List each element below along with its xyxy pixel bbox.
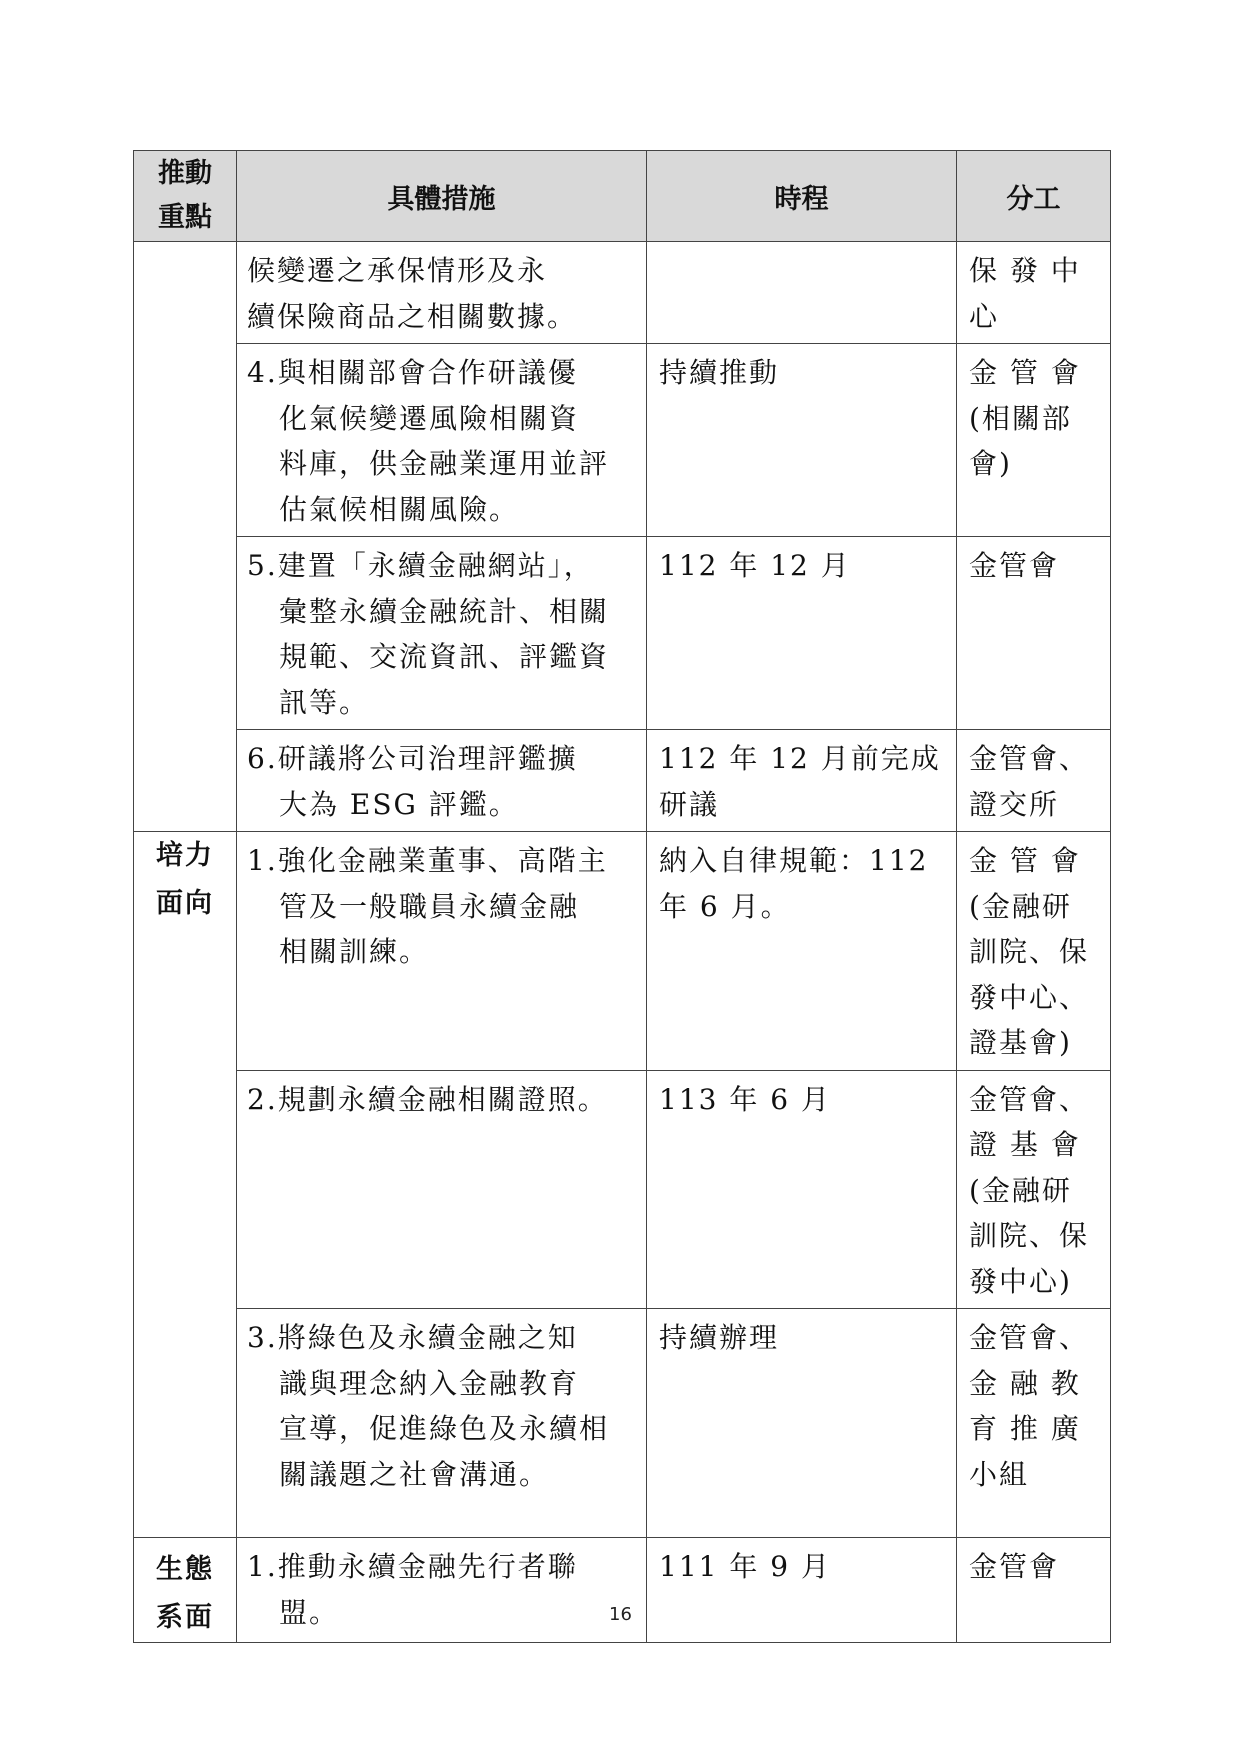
owner-line: 金 管 會: [969, 844, 1081, 877]
table-row: [134, 537, 1111, 730]
measure-cell: [237, 242, 647, 344]
measure-line: 規範、交流資訊、評鑑資: [279, 640, 610, 673]
schedule-line: 112 年 12 月: [659, 549, 851, 582]
measure-line: 相關訓練。: [279, 935, 430, 968]
page-number: 16: [609, 1604, 632, 1625]
schedule-cell: [647, 537, 957, 730]
schedule-line: 年 6 月。: [659, 889, 791, 923]
schedule-cell: [647, 730, 957, 832]
owner-line: 發中心): [969, 1264, 1072, 1298]
measure-cell: [237, 1070, 647, 1309]
table-row: [134, 730, 1111, 832]
owner-cell: [957, 242, 1111, 344]
header-measures: 具體措施: [237, 151, 647, 242]
header-focus-line2: 重點: [158, 202, 212, 233]
owner-line: 金 融 教: [969, 1366, 1081, 1400]
schedule-cell: [647, 1309, 957, 1538]
header-schedule: 時程: [647, 151, 957, 242]
owner-line: 證 基 會: [969, 1128, 1081, 1161]
owner-line: 金管會、: [969, 742, 1090, 775]
measure-cell: [237, 832, 647, 1071]
measure-line: 宣導，促進綠色及永續相: [279, 1412, 610, 1445]
measure-line: 續保險商品之相關數據。: [247, 299, 578, 333]
schedule-line: 持續推動: [659, 356, 780, 389]
header-focus: [134, 151, 237, 242]
owner-line: 金管會、: [969, 1321, 1090, 1354]
table-row: [134, 242, 1111, 344]
owner-cell: [957, 832, 1111, 1071]
owner-line: 金管會: [969, 549, 1060, 582]
owner-cell: [957, 1070, 1111, 1309]
measure-cell: [237, 344, 647, 537]
measure-line: 1.強化金融業董事、高階主: [247, 844, 608, 877]
schedule-cell: [647, 242, 957, 344]
measure-line: 管及一般職員永續金融: [279, 889, 580, 923]
measure-line: 彙整永續金融統計、相關: [279, 594, 610, 628]
owner-line: 訓院、保: [969, 935, 1090, 968]
table-row: [134, 832, 1111, 1071]
measure-line: 候變遷之承保情形及永: [247, 254, 548, 287]
owner-cell: [957, 730, 1111, 832]
schedule-line: 持續辦理: [659, 1321, 780, 1354]
measure-cell: [237, 730, 647, 832]
table-row: [134, 1538, 1111, 1643]
owner-cell: [957, 1309, 1111, 1538]
table-row: [134, 344, 1111, 537]
measure-line: 盟。: [279, 1595, 340, 1629]
measure-line: 識與理念納入金融教育: [279, 1366, 580, 1400]
owner-line: (金融研: [969, 1173, 1072, 1207]
measure-line: 關議題之社會溝通。: [279, 1457, 550, 1491]
schedule-cell: [647, 1070, 957, 1309]
measure-line: 6.研議將公司治理評鑑擴: [247, 742, 578, 775]
schedule-cell: [647, 1538, 957, 1643]
header-focus-line1: 推動: [158, 158, 212, 189]
schedule-line: 研議: [659, 787, 720, 821]
schedule-cell: [647, 344, 957, 537]
measure-cell: [237, 1538, 647, 1643]
schedule-line: 112 年 12 月前完成: [659, 742, 941, 775]
focus-line2: 面向: [156, 888, 214, 919]
focus-line2: 系面: [156, 1602, 214, 1633]
owner-line: (相關部: [969, 401, 1072, 435]
header-division: 分工: [957, 151, 1111, 242]
table-row: [134, 1070, 1111, 1309]
focus-cell-ecosystem: [134, 1538, 237, 1643]
owner-cell: [957, 537, 1111, 730]
owner-line: 證交所: [969, 787, 1060, 821]
owner-line: 小組: [969, 1457, 1030, 1491]
measure-line: 大為 ESG 評鑑。: [279, 787, 519, 821]
owner-line: 保 發 中: [969, 254, 1081, 287]
measure-cell: [237, 537, 647, 730]
measure-line: 4.與相關部會合作研議優: [247, 356, 578, 389]
schedule-line: 113 年 6 月: [659, 1082, 831, 1116]
owner-line: 證基會): [969, 1026, 1072, 1059]
schedule-line: 納入自律規範：112: [659, 844, 929, 877]
table-header-row: [134, 151, 1111, 242]
measure-cell: [237, 1309, 647, 1538]
owner-cell: [957, 344, 1111, 537]
measure-line: 5.建置「永續金融網站」，: [247, 549, 594, 582]
owner-line: 訓院、保: [969, 1219, 1090, 1252]
owner-line: 金管會、: [969, 1082, 1090, 1116]
focus-line1: 生態: [156, 1554, 214, 1585]
measure-line: 料庫，供金融業運用並評: [279, 447, 610, 480]
measure-line: 1.推動永續金融先行者聯: [247, 1550, 578, 1583]
schedule-line: 111 年 9 月: [659, 1550, 831, 1583]
measure-line: 訊等。: [279, 685, 370, 719]
focus-line1: 培力: [156, 840, 214, 871]
owner-line: 育 推 廣: [969, 1412, 1081, 1445]
owner-line: (金融研: [969, 889, 1072, 923]
owner-line: 金管會: [969, 1550, 1060, 1583]
measure-line: 化氣候變遷風險相關資: [279, 401, 580, 435]
owner-line: 會): [969, 447, 1012, 480]
owner-line: 金 管 會: [969, 356, 1081, 389]
owner-line: 心: [969, 299, 1000, 333]
measure-line: 3.將綠色及永續金融之知: [247, 1321, 578, 1354]
measure-line: 估氣候相關風險。: [279, 492, 520, 526]
measure-line: 2.規劃永續金融相關證照。: [247, 1082, 608, 1116]
schedule-cell: [647, 832, 957, 1071]
action-plan-table: [133, 150, 1111, 1643]
focus-cell-capacity: [134, 832, 237, 1538]
owner-line: 發中心、: [969, 980, 1090, 1014]
focus-cell-empty: [134, 242, 237, 832]
table-row: [134, 1309, 1111, 1538]
owner-cell: [957, 1538, 1111, 1643]
